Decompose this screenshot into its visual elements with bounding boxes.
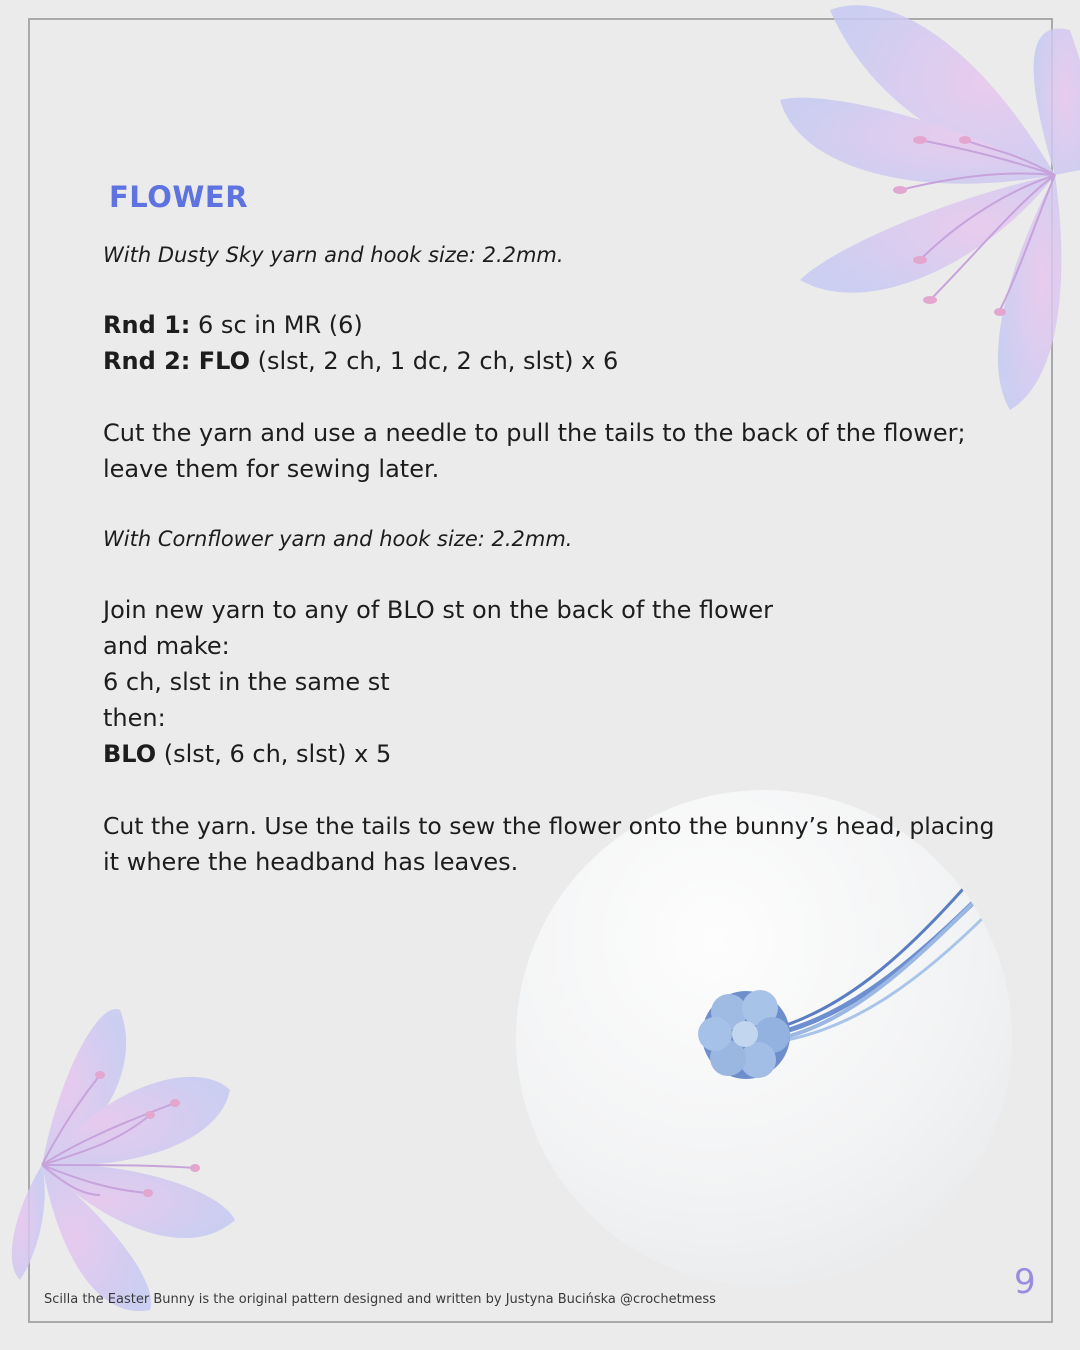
blo-instruction bbox=[103, 740, 391, 768]
round-1-instruction bbox=[103, 311, 363, 339]
final-line-2: it where the headband has leaves. bbox=[103, 848, 519, 876]
join-line-1: Join new yarn to any of BLO st on the back of the flower bbox=[103, 596, 774, 624]
lily-decoration-top-icon bbox=[770, 0, 1080, 420]
round-2-text: (slst, 2 ch, 1 dc, 2 ch, slst) x 6 bbox=[250, 347, 619, 375]
dusty-sky-intro: With Dusty Sky yarn and hook size: 2.2mm. bbox=[103, 243, 564, 267]
round-2-instruction bbox=[103, 347, 618, 375]
final-line-1: Cut the yarn. Use the tails to sew the flower onto the bunny’s head, placing bbox=[103, 812, 995, 840]
join-line-3: 6 ch, slst in the same st bbox=[103, 668, 390, 696]
crochet-flower-photo bbox=[516, 790, 1012, 1286]
footer-credit: Scilla the Easter Bunny is the original pattern designed and written by Justyna Bucińska @crochetmess bbox=[44, 1292, 716, 1307]
lily-decoration-bottom-icon bbox=[0, 1000, 245, 1320]
page-title: FLOWER bbox=[109, 180, 249, 214]
round-2-label: Rnd 2: FLO bbox=[103, 347, 250, 375]
join-line-2: and make: bbox=[103, 632, 230, 660]
cut-yarn-line-1: Cut the yarn and use a needle to pull the tails to the back of the flower; bbox=[103, 419, 966, 447]
round-1-label: Rnd 1: bbox=[103, 311, 191, 339]
round-1-text: 6 sc in MR (6) bbox=[190, 311, 363, 339]
page-number: 9 bbox=[1014, 1262, 1036, 1302]
blo-text: (slst, 6 ch, slst) x 5 bbox=[156, 740, 392, 768]
cornflower-intro: With Cornflower yarn and hook size: 2.2mm. bbox=[103, 527, 573, 551]
join-line-4: then: bbox=[103, 704, 166, 732]
crochet-flower-icon bbox=[516, 790, 1012, 1286]
blo-label: BLO bbox=[103, 740, 157, 768]
cut-yarn-line-2: leave them for sewing later. bbox=[103, 455, 440, 483]
